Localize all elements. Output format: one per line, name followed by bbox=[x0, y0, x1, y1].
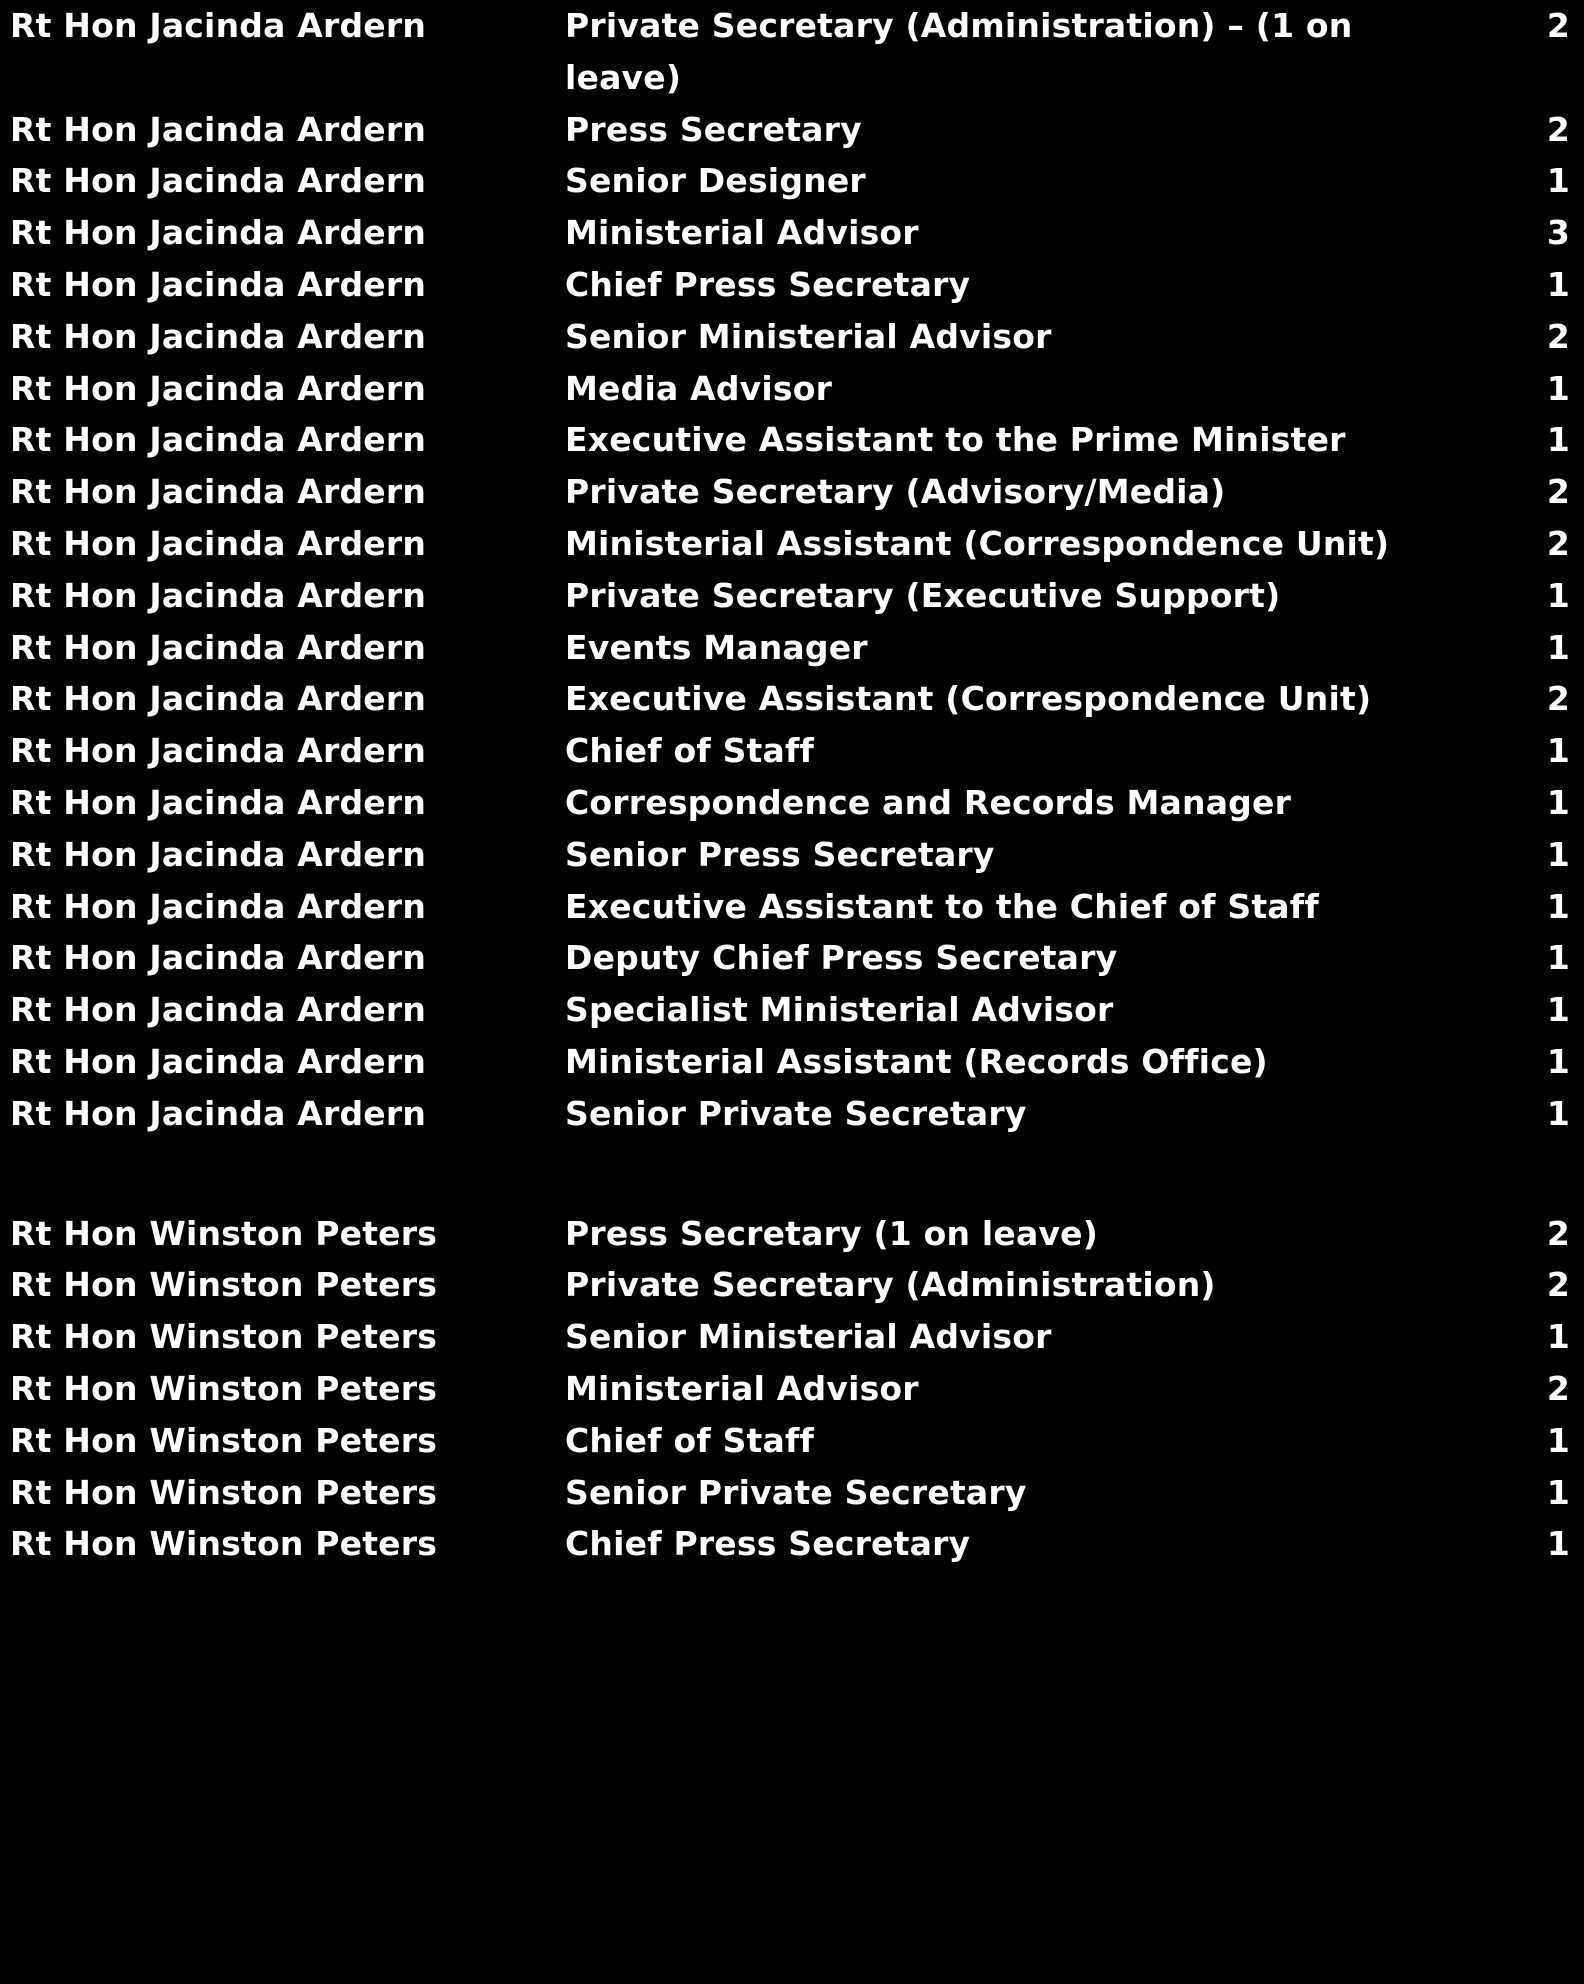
position-count-cell: 1 bbox=[1546, 886, 1570, 926]
minister-name-cell: Rt Hon Jacinda Ardern bbox=[10, 782, 427, 822]
minister-name-cell: Rt Hon Jacinda Ardern bbox=[10, 6, 427, 45]
position-count-cell: 1 bbox=[1546, 627, 1570, 667]
position-title-cell: Private Secretary (Advisory/Media) bbox=[565, 472, 1226, 512]
position-count-cell: 1 bbox=[1546, 575, 1570, 615]
table-row-spacer bbox=[10, 1140, 1570, 1208]
table-row bbox=[10, 1036, 1570, 1088]
position-count-cell: 1 bbox=[1546, 264, 1570, 304]
minister-name-cell: Rt Hon Winston Peters bbox=[10, 1420, 438, 1460]
table-row bbox=[10, 0, 1570, 104]
position-title-cell: Chief Press Secretary bbox=[565, 1524, 971, 1564]
position-title-cell: Media Advisor bbox=[565, 368, 833, 408]
table-row bbox=[10, 207, 1570, 259]
minister-name-cell: Rt Hon Jacinda Ardern bbox=[10, 575, 427, 615]
position-count-cell: 1 bbox=[1546, 990, 1570, 1030]
minister-name-cell: Rt Hon Jacinda Ardern bbox=[10, 368, 427, 408]
table-row bbox=[10, 259, 1570, 311]
table-row bbox=[10, 1311, 1570, 1363]
minister-name-cell: Rt Hon Jacinda Ardern bbox=[10, 523, 427, 563]
minister-name-cell: Rt Hon Jacinda Ardern bbox=[10, 886, 427, 926]
position-count-cell: 2 bbox=[1546, 6, 1570, 45]
minister-name-cell: Rt Hon Jacinda Ardern bbox=[10, 316, 427, 356]
position-title-cell: Press Secretary (1 on leave) bbox=[565, 1213, 1099, 1253]
position-count-cell: 2 bbox=[1546, 316, 1570, 356]
minister-name-cell: Rt Hon Jacinda Ardern bbox=[10, 627, 427, 667]
position-count-cell: 3 bbox=[1546, 213, 1570, 253]
position-count-cell: 1 bbox=[1546, 938, 1570, 978]
minister-name-cell: Rt Hon Winston Peters bbox=[10, 1368, 438, 1408]
minister-name-cell: Rt Hon Jacinda Ardern bbox=[10, 679, 427, 719]
minister-name-cell: Rt Hon Jacinda Ardern bbox=[10, 161, 427, 201]
table-row bbox=[10, 1518, 1570, 1570]
minister-name-cell: Rt Hon Winston Peters bbox=[10, 1265, 438, 1305]
minister-name-cell: Rt Hon Jacinda Ardern bbox=[10, 420, 427, 460]
position-count-cell: 1 bbox=[1546, 420, 1570, 460]
position-count-cell: 1 bbox=[1546, 161, 1570, 201]
table-body bbox=[10, 0, 1570, 1570]
table-row bbox=[10, 363, 1570, 415]
position-title-cell: Senior Designer bbox=[565, 161, 866, 201]
position-count-cell: 1 bbox=[1546, 1472, 1570, 1512]
position-title-cell: Private Secretary (Administration) bbox=[565, 1265, 1216, 1305]
minister-name-cell: Rt Hon Jacinda Ardern bbox=[10, 1041, 427, 1081]
minister-name-cell: Rt Hon Jacinda Ardern bbox=[10, 938, 427, 978]
position-count-cell: 1 bbox=[1546, 782, 1570, 822]
position-count-cell: 2 bbox=[1546, 1265, 1570, 1305]
position-count-cell: 1 bbox=[1546, 834, 1570, 874]
table-row bbox=[10, 725, 1570, 777]
table-row bbox=[10, 466, 1570, 518]
ministerial-staff-table bbox=[10, 0, 1570, 1570]
table-row bbox=[10, 984, 1570, 1036]
position-title-cell: Specialist Ministerial Advisor bbox=[565, 990, 1114, 1030]
position-count-cell: 2 bbox=[1546, 1368, 1570, 1408]
position-title-cell: Chief of Staff bbox=[565, 1420, 815, 1460]
position-title-cell: Ministerial Assistant (Correspondence Unit) bbox=[565, 523, 1390, 563]
table-row bbox=[10, 1415, 1570, 1467]
position-title-cell: Events Manager bbox=[565, 627, 868, 667]
position-count-cell: 1 bbox=[1546, 1420, 1570, 1460]
table-row bbox=[10, 311, 1570, 363]
table-row bbox=[10, 1363, 1570, 1415]
table-row bbox=[10, 155, 1570, 207]
position-title-cell: Chief of Staff bbox=[565, 731, 815, 771]
minister-name-cell: Rt Hon Jacinda Ardern bbox=[10, 472, 427, 512]
minister-name-cell: Rt Hon Jacinda Ardern bbox=[10, 834, 427, 874]
position-title-cell: Private Secretary (Executive Support) bbox=[565, 575, 1281, 615]
table-row bbox=[10, 518, 1570, 570]
minister-name-cell: Rt Hon Jacinda Ardern bbox=[10, 109, 427, 149]
position-title-cell: Ministerial Advisor bbox=[565, 1368, 919, 1408]
position-count-cell: 1 bbox=[1546, 1041, 1570, 1081]
minister-name-cell: Rt Hon Winston Peters bbox=[10, 1524, 438, 1564]
position-title-cell: Senior Ministerial Advisor bbox=[565, 1317, 1052, 1357]
minister-name-cell: Rt Hon Jacinda Ardern bbox=[10, 213, 427, 253]
position-title-cell: Press Secretary bbox=[565, 109, 862, 149]
position-count-cell: 1 bbox=[1546, 1524, 1570, 1564]
position-count-cell: 1 bbox=[1546, 368, 1570, 408]
position-count-cell: 2 bbox=[1546, 472, 1570, 512]
spacer-cell bbox=[10, 1140, 1570, 1208]
position-count-cell: 1 bbox=[1546, 1317, 1570, 1357]
position-title-cell: Deputy Chief Press Secretary bbox=[565, 938, 1118, 978]
position-title-cell: Senior Ministerial Advisor bbox=[565, 316, 1052, 356]
table-row bbox=[10, 881, 1570, 933]
position-title-cell: Executive Assistant to the Chief of Staff bbox=[565, 886, 1319, 926]
table-row bbox=[10, 673, 1570, 725]
table-row bbox=[10, 622, 1570, 674]
position-title-cell: Ministerial Advisor bbox=[565, 213, 919, 253]
table-row bbox=[10, 1208, 1570, 1260]
minister-name-cell: Rt Hon Jacinda Ardern bbox=[10, 264, 427, 304]
position-title-cell: Private Secretary (Administration) – (1 on leave) bbox=[565, 6, 1353, 97]
position-title-cell: Ministerial Assistant (Records Office) bbox=[565, 1041, 1268, 1081]
minister-name-cell: Rt Hon Jacinda Ardern bbox=[10, 990, 427, 1030]
position-count-cell: 1 bbox=[1546, 1093, 1570, 1133]
minister-name-cell: Rt Hon Winston Peters bbox=[10, 1472, 438, 1512]
table-row bbox=[10, 570, 1570, 622]
table-row bbox=[10, 1467, 1570, 1519]
table-row bbox=[10, 414, 1570, 466]
minister-name-cell: Rt Hon Winston Peters bbox=[10, 1213, 438, 1253]
minister-name-cell: Rt Hon Jacinda Ardern bbox=[10, 1093, 427, 1133]
position-title-cell: Senior Private Secretary bbox=[565, 1093, 1027, 1133]
minister-name-cell: Rt Hon Winston Peters bbox=[10, 1317, 438, 1357]
position-count-cell: 2 bbox=[1546, 523, 1570, 563]
table-row bbox=[10, 104, 1570, 156]
table-row bbox=[10, 932, 1570, 984]
position-count-cell: 2 bbox=[1546, 109, 1570, 149]
position-count-cell: 2 bbox=[1546, 679, 1570, 719]
table-row bbox=[10, 829, 1570, 881]
position-title-cell: Correspondence and Records Manager bbox=[565, 782, 1292, 822]
position-count-cell: 1 bbox=[1546, 731, 1570, 771]
table-row bbox=[10, 1259, 1570, 1311]
table-row bbox=[10, 1088, 1570, 1140]
position-title-cell: Senior Press Secretary bbox=[565, 834, 995, 874]
position-title-cell: Executive Assistant to the Prime Minister bbox=[565, 420, 1346, 460]
position-title-cell: Chief Press Secretary bbox=[565, 264, 971, 304]
position-count-cell: 2 bbox=[1546, 1213, 1570, 1253]
position-title-cell: Senior Private Secretary bbox=[565, 1472, 1027, 1512]
position-title-cell: Executive Assistant (Correspondence Unit) bbox=[565, 679, 1372, 719]
minister-name-cell: Rt Hon Jacinda Ardern bbox=[10, 731, 427, 771]
table-row bbox=[10, 777, 1570, 829]
